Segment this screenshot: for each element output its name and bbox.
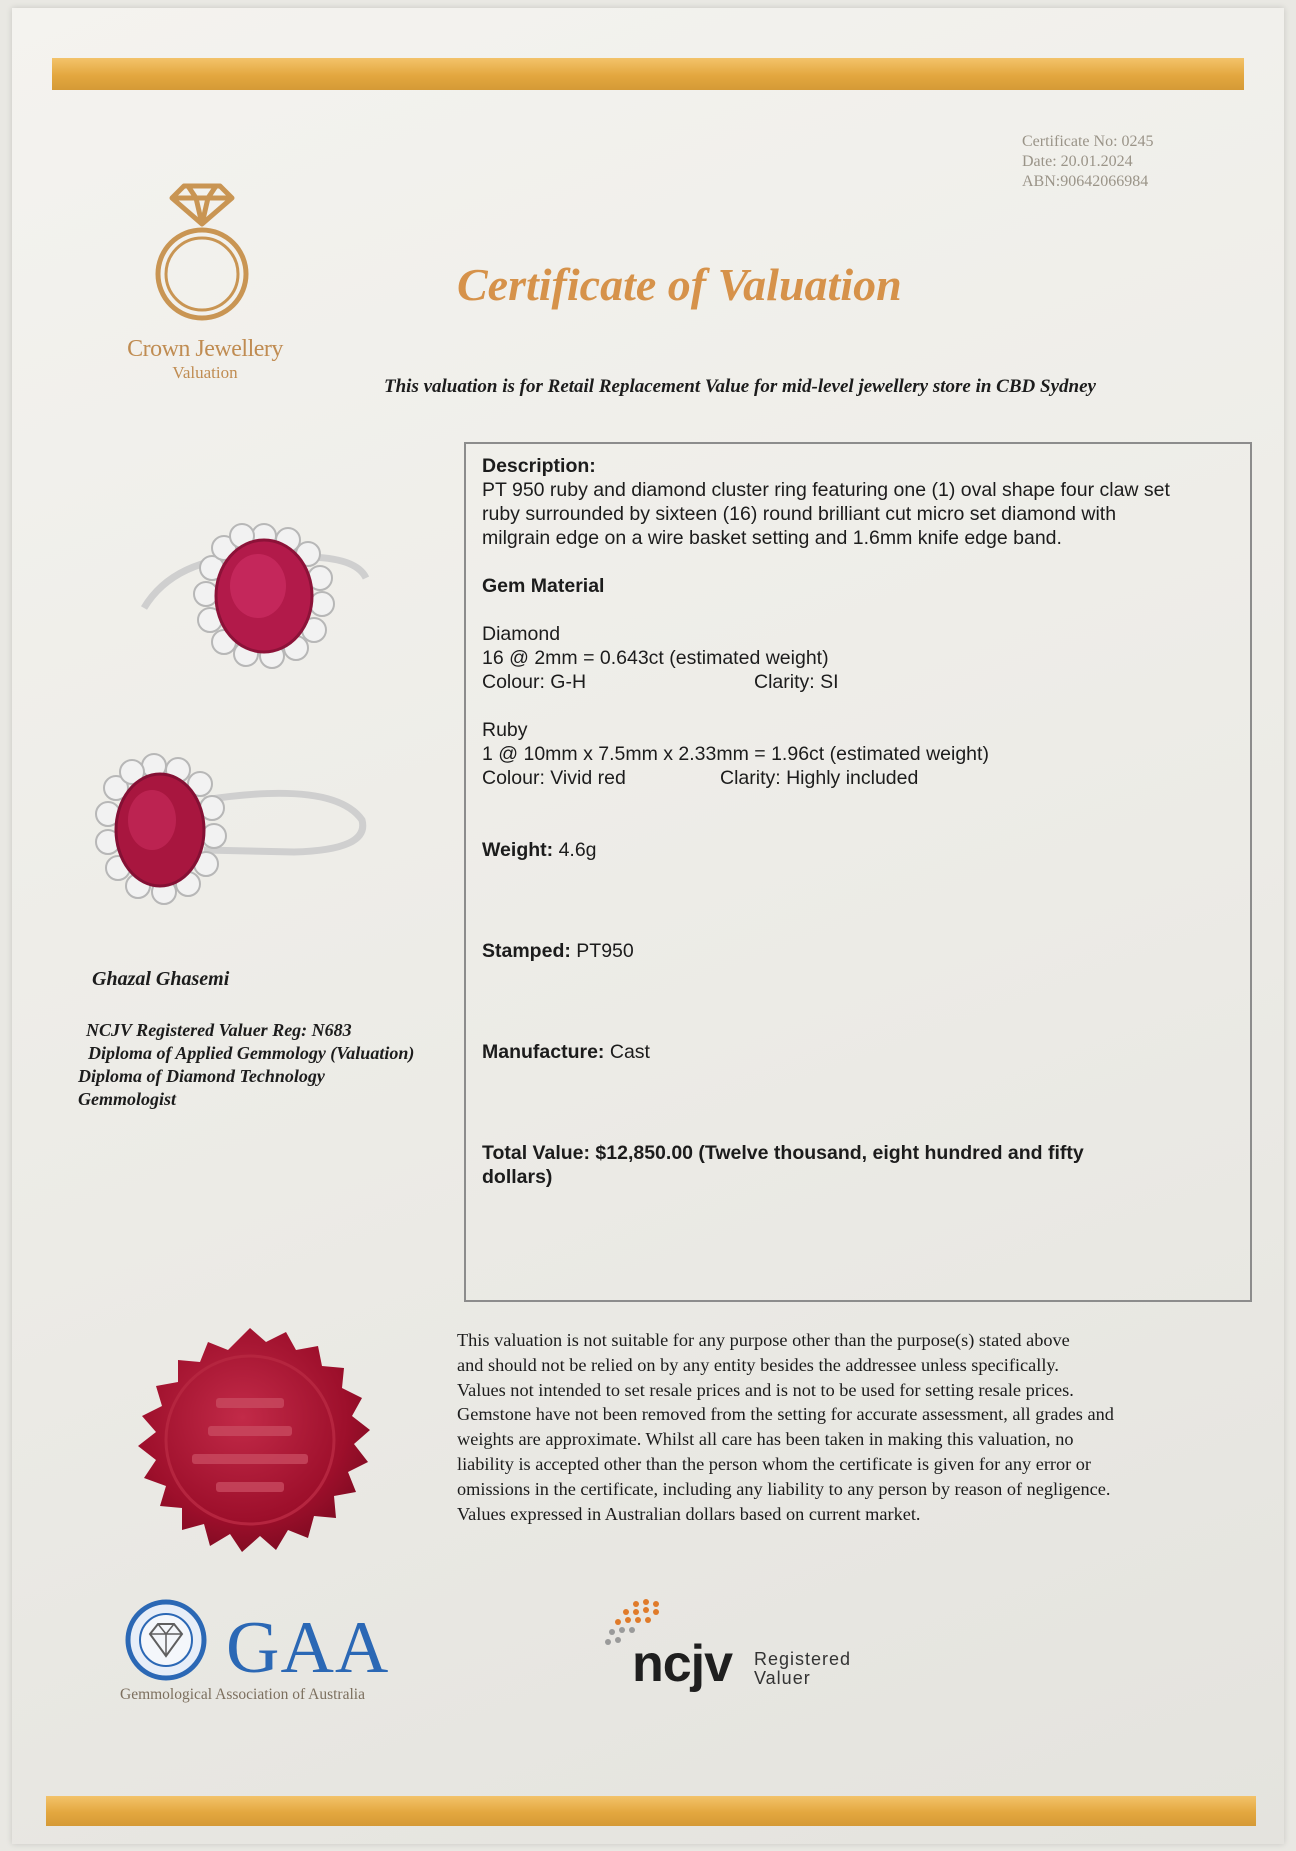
weight-label: Weight: (482, 839, 554, 861)
disclaimer-line: and should not be relied on by any entity besides the addressee unless specifically. (457, 1354, 1059, 1375)
valuer-credential: Diploma of Applied Gemmology (Valuation) (88, 1043, 415, 1063)
gaa-logo-text: GAA (226, 1607, 390, 1689)
certificate-number: Certificate No: 0245 (1022, 133, 1154, 150)
gaa-diamond-emblem-icon (120, 1598, 216, 1684)
gaa-emblem (120, 1598, 216, 1689)
description-line: ruby surrounded by sixteen (16) round brilliant cut micro set diamond with (482, 503, 1117, 525)
ncjv-logo-text: ncjv (632, 1635, 733, 1693)
ruby-ring-top-icon (134, 498, 374, 698)
page-title: Certificate of Valuation (457, 259, 902, 310)
wax-seal (116, 1326, 384, 1571)
description-label: Description: (482, 455, 596, 477)
ncjv-valuer: Valuer (754, 1668, 811, 1688)
ring-photo-top (134, 498, 374, 703)
stamped-label: Stamped: (482, 940, 571, 962)
valuer-name: Ghazal Ghasemi (92, 968, 230, 990)
disclaimer-line: Gemstone have not been removed from the setting for accurate assessment, all grades and (457, 1404, 1114, 1425)
ruby-ring-side-icon (94, 740, 374, 940)
manufacture-label: Manufacture: (482, 1041, 605, 1063)
diamond-clarity: Clarity: SI (754, 671, 839, 693)
disclaimer-line: liability is accepted other than the person whom the certificate is given for any error or (457, 1453, 1092, 1474)
total-value-cont: dollars) (482, 1166, 553, 1188)
brand-name: Crown Jewellery (127, 336, 283, 362)
bottom-gold-band (46, 1796, 1256, 1826)
valuation-purpose: This valuation is for Retail Replacement Value for mid-level jewellery store in CBD Sydney (384, 376, 1096, 397)
stamped-value: PT950 (576, 940, 634, 962)
disclaimer-line: weights are approximate. Whilst all care has been taken in making this valuation, no (457, 1429, 1074, 1450)
ruby-weight: 1 @ 10mm x 7.5mm x 2.33mm = 1.96ct (estimated weight) (482, 743, 989, 765)
ncjv-registered-valuer (754, 1650, 851, 1688)
certificate-date: Date: 20.01.2024 (1022, 153, 1133, 170)
brand-sub: Valuation (172, 363, 238, 382)
crown-jewellery-logo (100, 176, 310, 383)
manufacture-value: Cast (609, 1041, 650, 1063)
description-line: milgrain edge on a wire basket setting and 1.6mm knife edge band. (482, 527, 1062, 549)
weight-value: 4.6g (558, 839, 597, 861)
certificate-sheet (12, 8, 1284, 1844)
description-line: PT 950 ruby and diamond cluster ring featuring one (1) oval shape four claw set (482, 479, 1170, 501)
disclaimer-line: Values expressed in Australian dollars based on current market. (457, 1503, 921, 1524)
diamond-ring-icon (132, 176, 272, 326)
disclaimer-line: This valuation is not suitable for any purpose other than the purpose(s) stated above (457, 1330, 1070, 1350)
certificate-meta (1022, 132, 1154, 192)
valuer-credential: Gemmologist (78, 1089, 176, 1109)
diamond-weight: 16 @ 2mm = 0.643ct (estimated weight) (482, 647, 829, 669)
ring-photo-side (94, 740, 374, 945)
total-value: Total Value: $12,850.00 (Twelve thousand, eight hundred and fifty (482, 1142, 1084, 1164)
description-box (464, 442, 1252, 1302)
ruby-clarity: Clarity: Highly included (720, 767, 919, 789)
ruby-colour: Colour: Vivid red (482, 767, 626, 789)
wax-seal-icon (116, 1326, 384, 1566)
gaa-full-name: Gemmological Association of Australia (120, 1686, 365, 1703)
disclaimer-line: Values not intended to set resale prices and is not to be used for setting resale prices. (457, 1379, 1074, 1400)
top-gold-band (52, 58, 1244, 90)
valuer-block (78, 968, 414, 1111)
disclaimer-line: omissions in the certificate, including any liability to any person by reason of negligence. (457, 1478, 1111, 1499)
diamond-colour: Colour: G-H (482, 671, 587, 693)
ruby-name: Ruby (482, 719, 528, 741)
disclaimer (457, 1328, 1257, 1526)
valuer-credential: Diploma of Diamond Technology (78, 1066, 325, 1086)
diamond-name: Diamond (482, 623, 561, 645)
certificate-abn: ABN:90642066984 (1022, 173, 1149, 190)
gem-material-label: Gem Material (482, 575, 605, 597)
ncjv-registered: Registered (754, 1649, 852, 1669)
valuer-credential: NCJV Registered Valuer Reg: N683 (86, 1020, 352, 1040)
